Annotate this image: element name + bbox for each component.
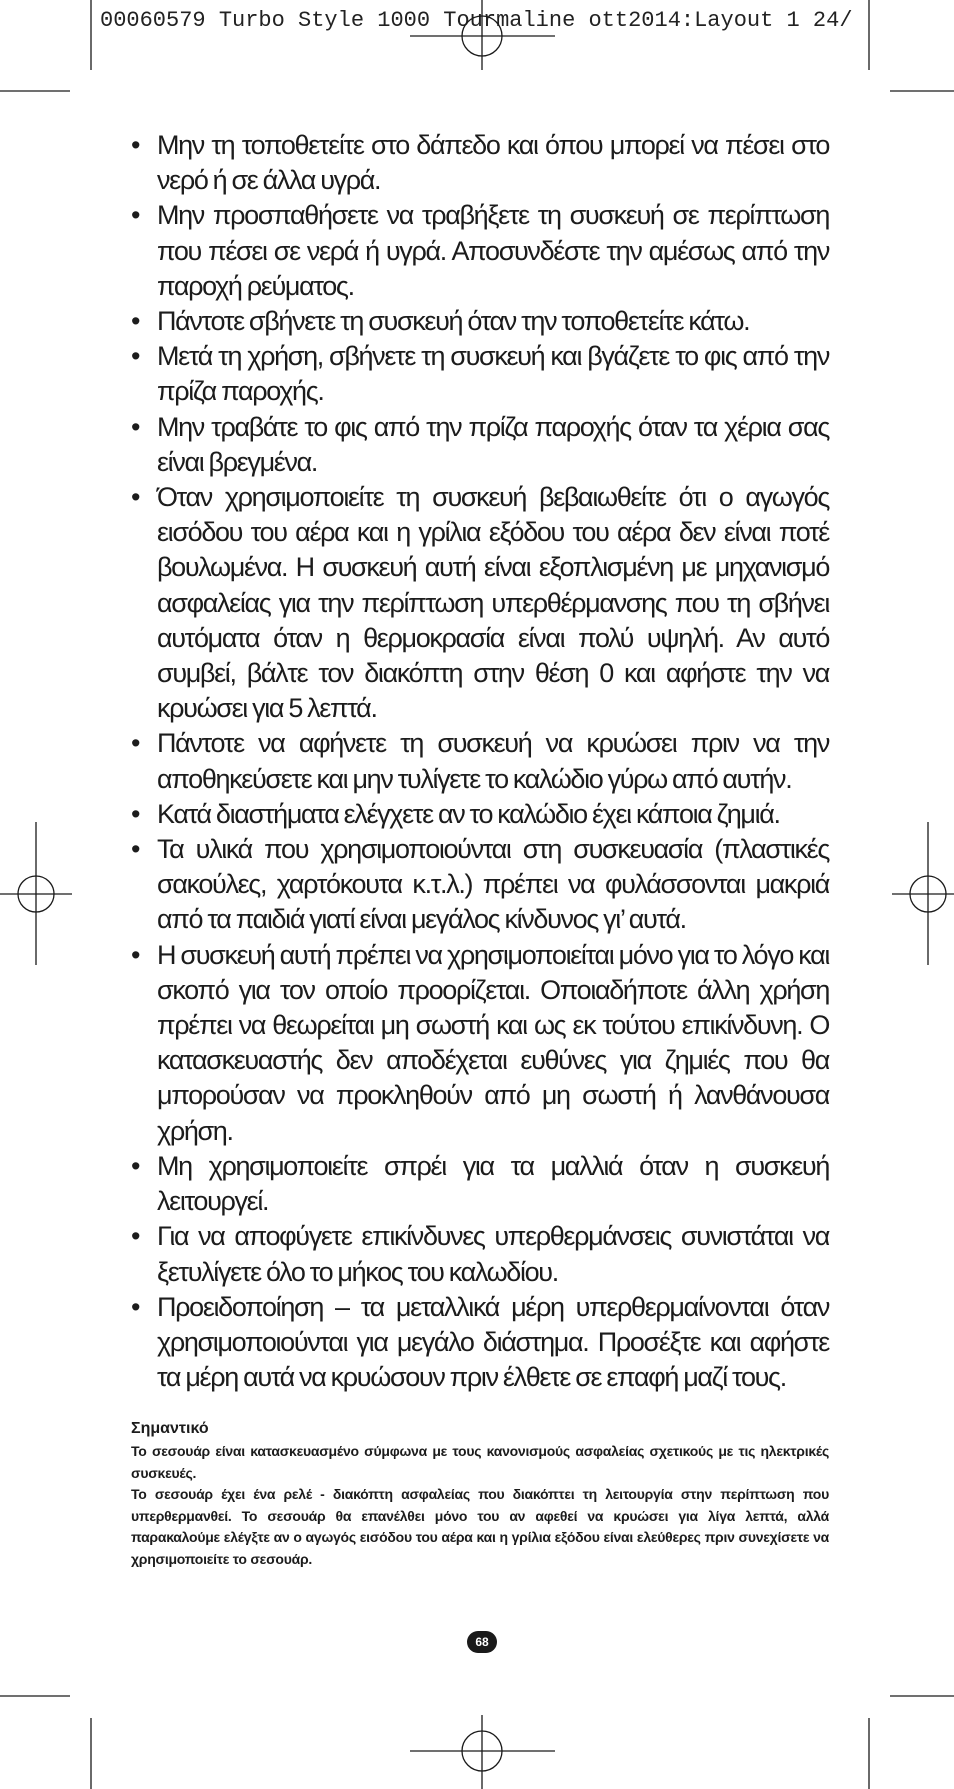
important-note (131, 1417, 829, 1570)
list-item (131, 198, 829, 304)
safety-bullet-list (131, 128, 829, 1395)
list-item (131, 1219, 829, 1289)
note-heading: Σημαντικό (131, 1420, 209, 1438)
list-item-text: Κατά διαστήματα ελέγχετε αν το καλώδιο έχει κάποια ζημιά. (157, 798, 780, 829)
list-item (131, 1149, 829, 1219)
list-item (131, 832, 829, 938)
bullet-marker: • (131, 1291, 141, 1322)
note-paragraph: Το σεσουάρ είναι κατασκευασμένο σύμφωνα με τους κανονισμούς ασφαλείας σχετικούς με τις ηλεκτρικές συσκευές. (131, 1443, 829, 1481)
list-item (131, 938, 829, 1149)
list-item-text: Μην προσπαθήσετε να τραβήξετε τη συσκευή σε περίπτωση που πέσει σε νερά ή υγρά. Αποσυνδέστε την αμέσως από την παροχή ρεύματος. (157, 200, 829, 301)
note-paragraph: Το σεσουάρ έχει ένα ρελέ - διακόπτη ασφαλείας που διακόπτει τη λειτουργία στην περίπτωση που υπερθερμανθεί. Το σεσουάρ θα επανέλθει μόνο του αν αφεθεί να κρυώσει για λίγα λεπτά, αλλά παρακαλούμε ελέγξτε αν ο αγωγός εισόδου του αέρα και η γρίλια εξόδου είναι ελεύθερες πριν συνεχίσετε να χρησιμοποιείτε το σεσουάρ. (131, 1486, 829, 1567)
list-item-text: Τα υλικά που χρησιμοποιούνται στη συσκευασία (πλαστικές σακούλες, χαρτόκουτα κ.τ.λ.) πρέπει να φυλάσσονται μακριά από τα παιδιά γιατί είναι μεγάλος κίνδυνος γι’ αυτά. (157, 834, 829, 935)
bullet-marker: • (131, 1221, 141, 1252)
list-item-text: Μην τη τοποθετείτε στο δάπεδο και όπου μπορεί να πέσει στο νερό ή σε άλλα υγρά. (157, 130, 829, 196)
list-item-text: Προειδοποίηση – τα μεταλλικά μέρη υπερθερμαίνονται όταν χρησιμοποιούνται για μεγάλο διάστημα. Προσέξτε και αφήστε τα μέρη αυτά να κρυώσουν πριν έλθετε σε επαφή μαζί τους. (157, 1291, 829, 1393)
bullet-marker: • (131, 728, 141, 759)
list-item-text: Για να αποφύγετε επικίνδυνες υπερθερμάνσεις συνιστάται να ξετυλίγετε όλο το μήκος του καλωδίου. (157, 1221, 829, 1287)
list-item (131, 1290, 829, 1396)
list-item-text: Η συσκευή αυτή πρέπει να χρησιμοποιείται μόνο για το λόγο και σκοπό για τον οποίο προορίζεται. Οποιαδήποτε άλλη χρήση πρέπει να θεωρείται μη σωστή και ως εκ τούτου επικίνδυνη. Ο κατασκευαστής δεν αποδέχεται ευθύνες για ζημιές που θα μπορούσαν να προκληθούν από μη σωστή ή λανθάνουσα χρήση. (157, 939, 829, 1146)
bullet-marker: • (131, 130, 141, 160)
list-item-text: Μην τραβάτε το φις από την πρίζα παροχής όταν τα χέρια σας είναι βρεγμένα. (157, 411, 829, 477)
list-item-text: Όταν χρησιμοποιείτε τη συσκευή βεβαιωθείτε ότι ο αγωγός εισόδου του αέρα και η γρίλια εξόδου του αέρα δεν είναι ποτέ βουλωμένα. Η συσκευή αυτή είναι εξοπλισμένη με μηχανισμό ασφαλείας για την περίπτωση υπερθέρμανσης που τη σβήνει αυτόματα όταν η θερμοκρασία είναι πολύ υψηλή. Αν αυτό συμβεί, βάλτε τον διακόπτη στην θέση 0 και αφήστε την να κρυώσει για 5 λεπτά. (157, 482, 829, 724)
instructions-body (131, 128, 829, 1570)
print-slug-header: 00060579 Turbo Style 1000 Tourmaline ott2014:Layout 1 24/ (100, 8, 853, 33)
bullet-marker: • (131, 411, 141, 442)
list-item (131, 726, 829, 796)
bullet-marker: • (131, 798, 141, 829)
list-item (131, 480, 829, 726)
bullet-marker: • (131, 200, 141, 231)
list-item-text: Πάντοτε να αφήνετε τη συσκευή να κρυώσει πριν να την αποθηκεύσετε και μην τυλίγετε το καλώδιο γύρω από αυτήν. (157, 728, 829, 794)
page-number-badge: 68 (467, 1631, 497, 1653)
list-item (131, 797, 829, 832)
bullet-marker: • (131, 306, 141, 337)
bullet-marker: • (131, 939, 141, 970)
list-item-text: Πάντοτε σβήνετε τη συσκευή όταν την τοποθετείτε κάτω. (157, 306, 750, 337)
bullet-marker: • (131, 1150, 141, 1181)
list-item (131, 410, 829, 480)
list-item (131, 339, 829, 409)
list-item (131, 304, 829, 339)
list-item-text: Μετά τη χρήση, σβήνετε τη συσκευή και βγάζετε το φις από την πρίζα παροχής. (157, 341, 829, 407)
bullet-marker: • (131, 482, 141, 513)
list-item-text: Μη χρησιμοποιείτε σπρέι για τα μαλλιά όταν η συσκευή λειτουργεί. (157, 1150, 829, 1217)
bullet-marker: • (131, 341, 141, 372)
list-item (131, 128, 829, 198)
bullet-marker: • (131, 834, 141, 865)
